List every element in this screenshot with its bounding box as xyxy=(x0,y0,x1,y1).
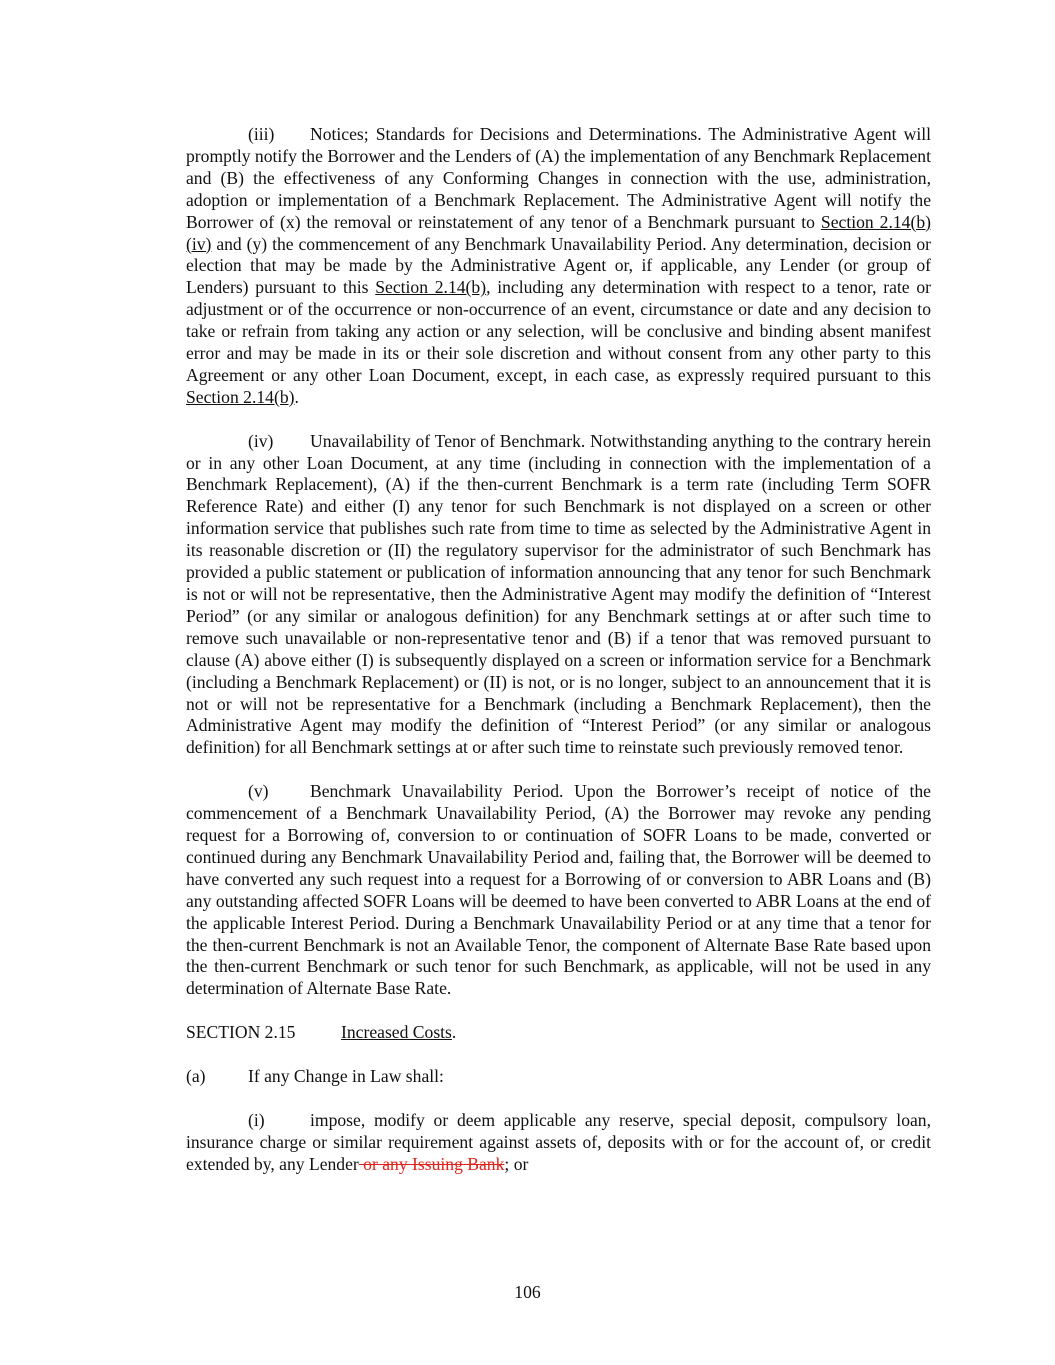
section-title: Increased Costs xyxy=(341,1022,452,1043)
paragraph-text: and (y) the commencement of any Benchmark Unavailability Period. Any determination, decision or election that may be made by the Administrative Agent or, if applicable, any Lender (or group of Lenders) pursuant to this xyxy=(186,233,931,298)
section-number: SECTION 2.15 xyxy=(186,1022,296,1043)
paragraph-label: (iii) xyxy=(248,124,275,144)
document-page xyxy=(186,124,931,1197)
paragraph-label: (iv) xyxy=(248,430,274,451)
paragraph-text: , including any determination with respect to a tenor, rate or adjustment or of the occurrence or non-occurrence of an event, circumstance or date and any decision to take or refrain from taking any action or any selection, will be conclusive and binding absent manifest error and may be made in its or their sole discretion and without consent from any other party to this Agreement or any other Loan Document, except, in each case, as expressly required pursuant to this xyxy=(186,277,931,385)
clause-i xyxy=(186,1110,931,1176)
section-title-period: . xyxy=(451,1022,457,1043)
paragraph-iii xyxy=(186,124,931,409)
paragraph-iv xyxy=(186,431,931,760)
paragraph-text: The Administrative Agent will promptly notify the Borrower and the Lenders of (A) the implementation of any Benchmark Replacement and (B) the effectiveness of any Conforming Changes in connection with the use, administration, adoption or implementation of a Benchmark Replacement. The Administrative Agent will notify the Borrower of (x) the removal or reinstatement of any tenor of a Benchmark pursuant to xyxy=(186,124,931,232)
paragraph-v xyxy=(186,781,931,1000)
section-heading xyxy=(186,1022,931,1044)
paragraph-heading: Benchmark Unavailability Period. xyxy=(310,781,564,802)
deleted-text: or any Issuing Bank xyxy=(358,1153,505,1174)
paragraph-text: . xyxy=(294,386,299,407)
clause-text: If any Change in Law shall: xyxy=(248,1065,444,1086)
page-number: 106 xyxy=(514,1282,541,1302)
paragraph-text: Notwithstanding anything to the contrary herein or in any other Loan Document, at any time (including in connection with the implementation of a Benchmark Replacement), (A) if the then-current Benchmark is a term rate (including Term SOFR Reference Rate) and either (I) any tenor for such Benchmark is not displayed on a screen or other information service that publishes such rate from time to time as selected by the Administrative Agent in its reasonable discretion or (II) the regulatory supervisor for the administrator of such Benchmark has provided a public statement or publication of information announcing that any tenor for such Benchmark is not or will not be representative, then the Administrative Agent may modify the definition of “Interest Period” (or any similar or analogous definition) for any Benchmark settings at or after such time to remove such unavailable or non-representative tenor and (B) if a tenor that was removed pursuant to clause (A) above either (I) is subsequently displayed on a screen or information service for a Benchmark (including a Benchmark Replacement) or (II) is not, or is no longer, subject to an announcement that it is not or will not be representative for a Benchmark (including a Benchmark Replacement), then the Administrative Agent may modify the definition of “Interest Period” (or any similar or analogous definition) for all Benchmark settings at or after such time to reinstate such previously removed tenor. xyxy=(186,430,931,758)
paragraph-text: Upon the Borrower’s receipt of notice of the commencement of a Benchmark Unavailability Period, (A) the Borrower may revoke any pending request for a Borrowing of, conversion to or continuation of SOFR Loans to be made, converted or continued during any Benchmark Unavailability Period and, failing that, the Borrower will be deemed to have converted any such request into a request for a Borrowing of or conversion to ABR Loans and (B) any outstanding affected SOFR Loans will be deemed to have been converted to ABR Loans at the end of the applicable Interest Period. During a Benchmark Unavailability Period or at any time that a tenor for the then-current Benchmark is not an Available Tenor, the component of Alternate Base Rate based upon the then-current Benchmark or such tenor for such Benchmark, as applicable, will not be used in any determination of Alternate Base Rate. xyxy=(186,781,931,999)
section-reference: Section 2.14(b) xyxy=(375,277,487,298)
clause-text: impose, modify or deem applicable any reserve, special deposit, compulsory loan, insurance charge or similar requirement against assets of, deposits with or for the account of, or credit extended by, any Lender xyxy=(186,1109,931,1174)
section-reference: Section 2.14(b)(iv) xyxy=(186,211,931,254)
clause-text-end: ; or xyxy=(504,1153,529,1174)
section-reference: Section 2.14(b) xyxy=(186,386,295,407)
paragraph-label: (v) xyxy=(248,781,269,802)
clause-label: (a) xyxy=(186,1065,206,1086)
paragraph-heading: Unavailability of Tenor of Benchmark. xyxy=(310,430,586,451)
clause-a xyxy=(186,1066,931,1088)
paragraph-heading: Notices; Standards for Decisions and Determinations. xyxy=(310,124,702,144)
clause-label: (i) xyxy=(248,1109,265,1130)
